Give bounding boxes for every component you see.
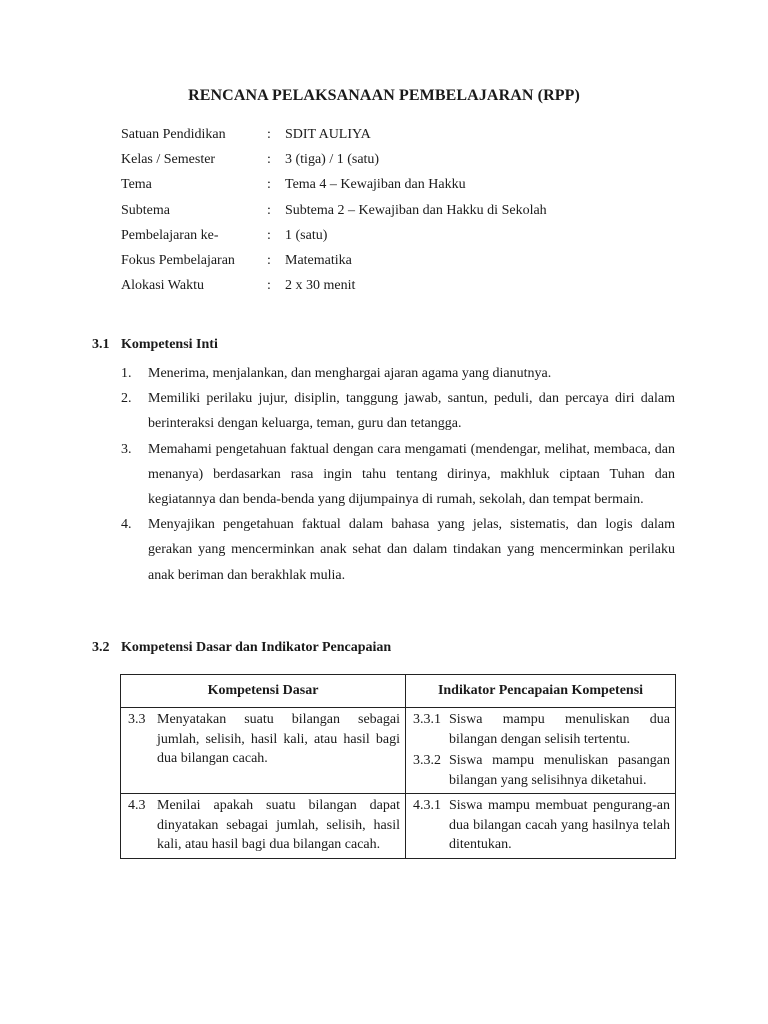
identity-colon: : xyxy=(267,177,271,193)
identity-value: 2 x 30 menit xyxy=(285,278,356,294)
list-text: Memiliki perilaku jujur, disiplin, tanggung jawab, santun, peduli, dan percaya diri dalam berinteraksi dengan keluarga, teman, guru dan tetangga. xyxy=(148,391,675,432)
list-item xyxy=(121,361,675,386)
identity-row xyxy=(121,125,701,150)
indicator-code: 3.3.1 xyxy=(413,712,441,727)
table-header-row xyxy=(121,675,676,708)
identity-table xyxy=(121,125,701,301)
section-number: 3.2 xyxy=(92,640,110,655)
identity-value: Matematika xyxy=(285,252,352,268)
column-header: Kompetensi Dasar xyxy=(121,675,406,708)
kompetensi-dasar-table xyxy=(120,674,676,859)
identity-colon: : xyxy=(267,278,271,294)
indicator-code: 3.3.2 xyxy=(413,753,441,768)
kd-text: Menyatakan suatu bilangan sebagai jumlah, selisih, hasil kali, atau hasil bagi dua bilangan cacah. xyxy=(157,712,400,766)
list-text: Memahami pengetahuan faktual dengan cara mengamati (mendengar, melihat, membaca, dan menanya) berdasarkan rasa ingin tahu tentang dirinya, makhluk ciptaan Tuhan dan kegiatannya dan benda-benda yang dijumpainya di rumah, sekolah, dan tempat bermain. xyxy=(148,441,675,508)
section-title: Kompetensi Inti xyxy=(121,337,218,352)
kd-text: Menilai apakah suatu bilangan dapat dinyatakan sebagai jumlah, selisih, hasil kali, atau hasil bagi dua bilangan cacah. xyxy=(157,798,400,852)
identity-value: 3 (tiga) / 1 (satu) xyxy=(285,152,380,168)
section-number: 3.1 xyxy=(92,337,110,352)
kompetensi-inti-list xyxy=(121,361,675,588)
list-item xyxy=(121,437,675,513)
list-item xyxy=(121,512,675,588)
identity-colon: : xyxy=(267,252,271,268)
identity-row xyxy=(121,201,701,226)
list-number: 2. xyxy=(121,391,132,407)
identity-label: Subtema xyxy=(121,202,170,218)
identity-colon: : xyxy=(267,227,271,243)
identity-value: Tema 4 – Kewajiban dan Hakku xyxy=(285,177,466,193)
identity-row xyxy=(121,150,701,175)
identity-row xyxy=(121,276,701,301)
list-item xyxy=(121,386,675,436)
list-number: 3. xyxy=(121,441,132,457)
identity-colon: : xyxy=(267,202,271,218)
identity-row xyxy=(121,251,701,276)
identity-row xyxy=(121,226,701,251)
kd-entry xyxy=(128,796,400,855)
indicator-entry xyxy=(413,751,670,790)
identity-colon: : xyxy=(267,127,271,142)
table-row xyxy=(121,708,676,794)
page-title: RENCANA PELAKSANAAN PEMBELAJARAN (RPP) xyxy=(188,87,580,104)
kd-code: 3.3 xyxy=(128,712,146,727)
identity-value: SDIT AULIYA xyxy=(285,127,371,142)
table-cell-kd xyxy=(121,708,406,794)
identity-value: Subtema 2 – Kewajiban dan Hakku di Sekolah xyxy=(285,202,547,218)
identity-label: Pembelajaran ke- xyxy=(121,227,219,243)
identity-label: Kelas / Semester xyxy=(121,152,216,168)
kd-entry xyxy=(128,710,400,769)
list-number: 4. xyxy=(121,517,132,533)
indicator-entry xyxy=(413,710,670,749)
identity-row xyxy=(121,175,701,200)
table-cell-kd xyxy=(121,794,406,859)
indicator-text: Siswa mampu menuliskan pasangan bilangan yang selisihnya diketahui. xyxy=(449,753,670,788)
identity-label: Fokus Pembelajaran xyxy=(121,252,235,268)
indicator-entry xyxy=(413,796,670,855)
identity-value: 1 (satu) xyxy=(285,227,328,243)
indicator-code: 4.3.1 xyxy=(413,798,441,813)
kd-code: 4.3 xyxy=(128,798,146,813)
identity-label: Alokasi Waktu xyxy=(121,278,204,294)
identity-colon: : xyxy=(267,152,271,168)
indicator-text: Siswa mampu menuliskan dua bilangan dengan selisih tertentu. xyxy=(449,712,670,747)
list-number: 1. xyxy=(121,366,132,381)
table-cell-indicators xyxy=(406,794,676,859)
table-row xyxy=(121,794,676,859)
section-title: Kompetensi Dasar dan Indikator Pencapaian xyxy=(121,640,392,655)
section-heading-kompetensi-inti xyxy=(92,337,218,353)
list-text: Menyajikan pengetahuan faktual dalam bahasa yang jelas, sistematis, dan logis dalam gerakan yang mencerminkan anak sehat dan dalam tindakan yang mencerminkan perilaku anak beriman dan berakhlak mulia. xyxy=(148,517,675,583)
indicator-text: Siswa mampu membuat pengurang-an dua bilangan cacah yang hasilnya telah ditentukan. xyxy=(449,798,670,852)
list-text: Menerima, menjalankan, dan menghargai ajaran agama yang dianutnya. xyxy=(148,366,552,381)
identity-label: Satuan Pendidikan xyxy=(121,127,226,142)
section-heading-kompetensi-dasar xyxy=(92,640,391,656)
identity-label: Tema xyxy=(121,177,152,193)
column-header: Indikator Pencapaian Kompetensi xyxy=(406,675,676,708)
table-cell-indicators xyxy=(406,708,676,794)
